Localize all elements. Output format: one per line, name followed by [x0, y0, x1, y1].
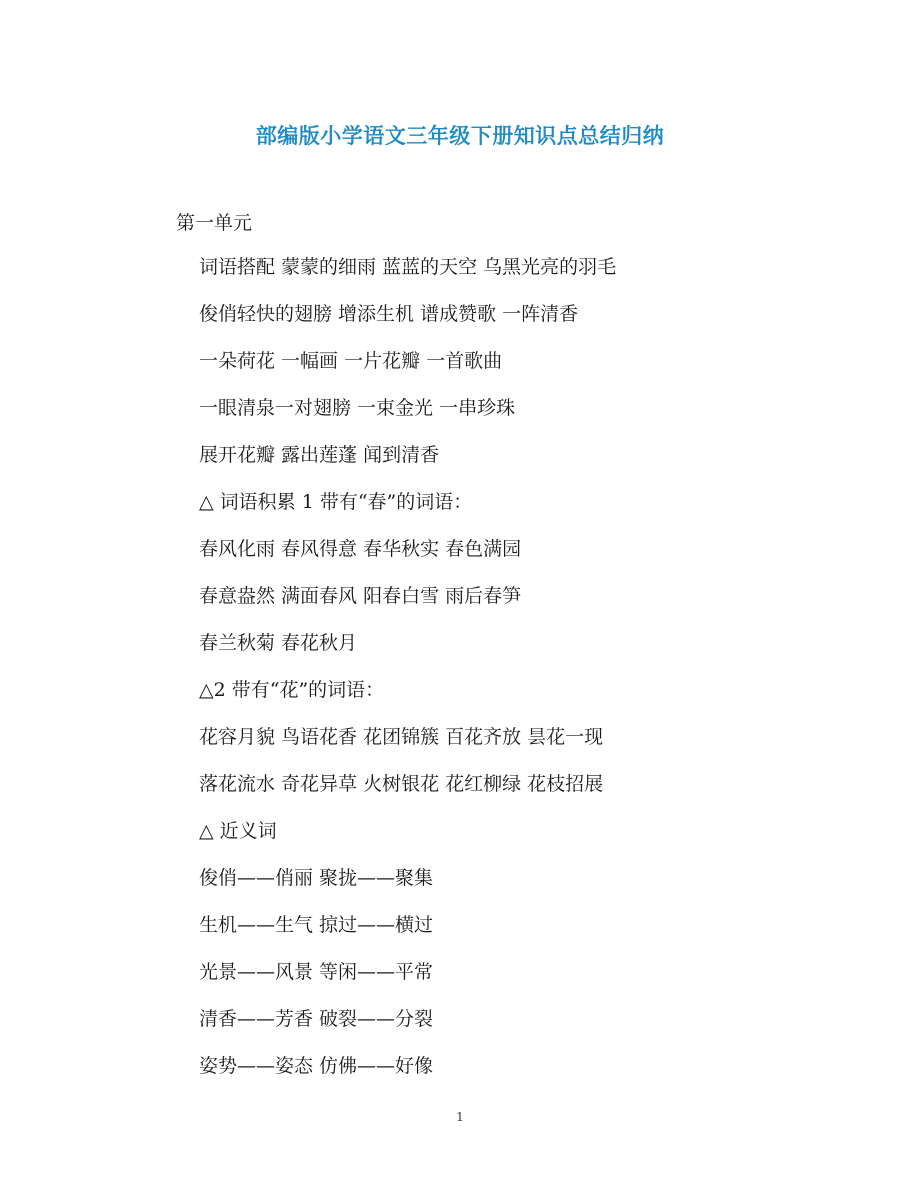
content-line: 姿势——姿态 仿佛——好像 [199, 1055, 434, 1077]
content-line: 词语搭配 蒙蒙的细雨 蓝蓝的天空 乌黑光亮的羽毛 [199, 256, 617, 278]
content-lines [199, 253, 616, 1099]
content-line: 春意盎然 满面春风 阳春白雪 雨后春笋 [199, 585, 522, 607]
content-line: △2 带有“花”的词语： [199, 679, 385, 701]
content-line: 春风化雨 春风得意 春华秋实 春色满园 [199, 538, 522, 560]
section-heading: 第一单元 [176, 212, 253, 234]
content-line: 花容月貌 鸟语花香 花团锦簇 百花齐放 昙花一现 [199, 726, 604, 748]
content-line: 俊俏——俏丽 聚拢——聚集 [199, 867, 434, 889]
content-line: 落花流水 奇花异草 火树银花 花红柳绿 花枝招展 [199, 773, 604, 795]
content-line: 一朵荷花 一幅画 一片花瓣 一首歌曲 [199, 350, 503, 372]
page-number: 1 [456, 1110, 464, 1124]
content-line: △ 词语积累 1 带有“春”的词语： [199, 491, 473, 513]
content-line: 清香——芳香 破裂——分裂 [199, 1008, 434, 1030]
content-line: 春兰秋菊 春花秋月 [199, 632, 358, 654]
content-line: △ 近义词 [199, 820, 277, 842]
content-line: 展开花瓣 露出莲蓬 闻到清香 [199, 444, 440, 466]
content-line: 一眼清泉一对翅膀 一束金光 一串珍珠 [199, 397, 516, 419]
document-title: 部编版小学语文三年级下册知识点总结归纳 [255, 123, 665, 148]
content-line: 光景——风景 等闲——平常 [199, 961, 434, 983]
content-line: 生机——生气 掠过——横过 [199, 914, 434, 936]
content-line: 俊俏轻快的翅膀 增添生机 谱成赞歌 一阵清香 [199, 303, 579, 325]
